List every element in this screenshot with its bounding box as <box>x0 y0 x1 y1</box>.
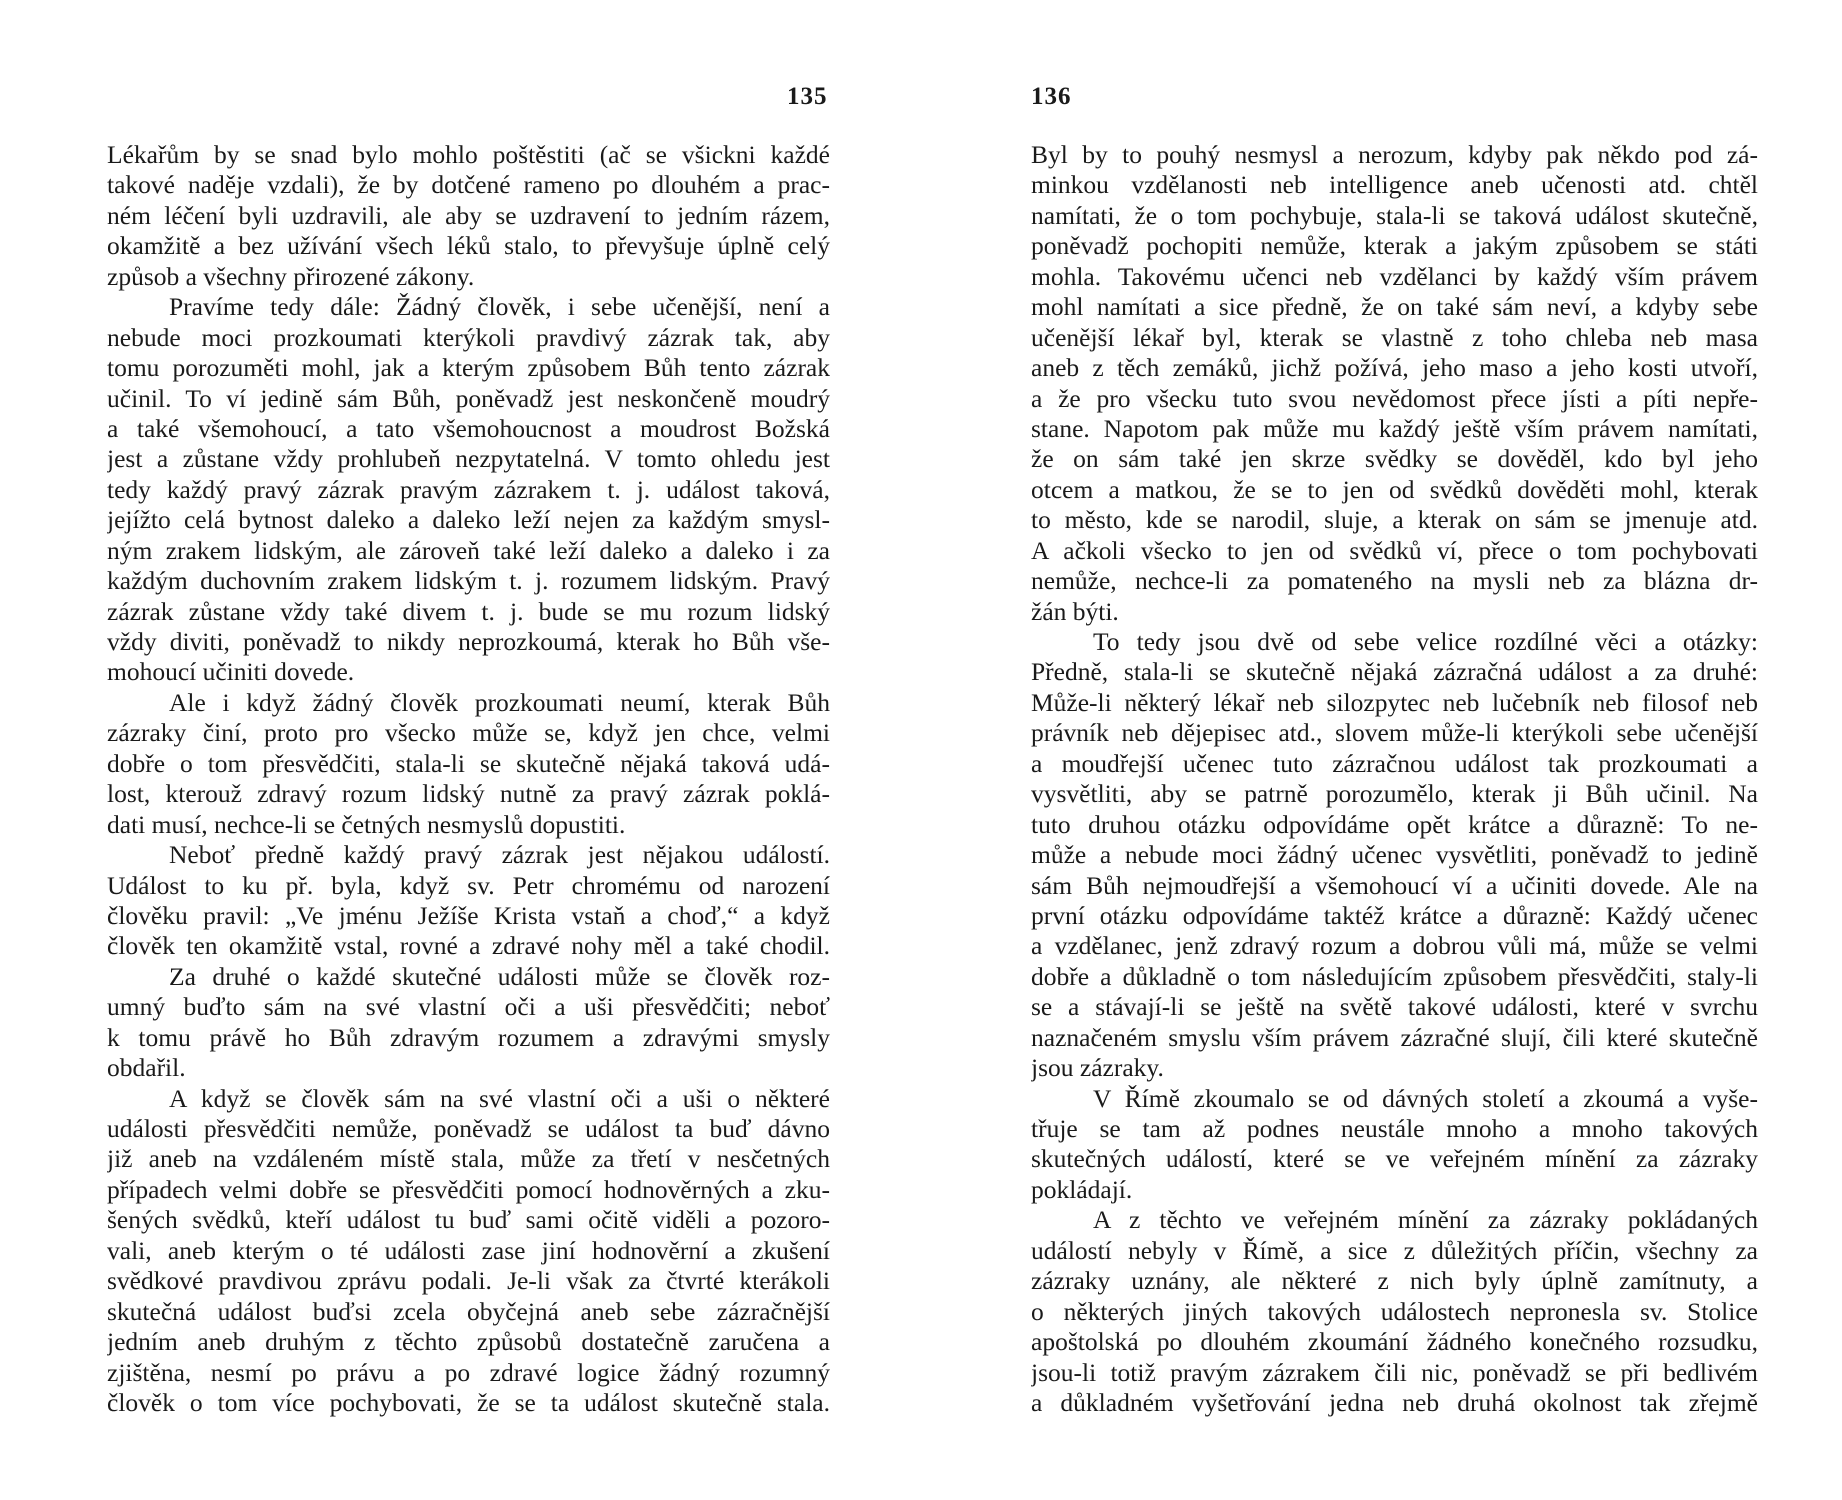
text-line: obdařil. <box>107 1053 186 1083</box>
text-line: již aneb na vzdáleném místě stala, může za třetí v nesčetných <box>107 1144 830 1174</box>
text-line: takové naděje vzdali), že by dotčené rameno po dlouhém a prac- <box>107 170 830 200</box>
text-line: žán býti. <box>1031 596 1119 626</box>
text-line: pokládají. <box>1031 1174 1133 1204</box>
text-line: poněvadž pochopiti nemůže, kterak a jakým způsobem se státi <box>1031 231 1758 261</box>
text-line: mohl namítati a sice předně, že on také sám neví, a kdyby sebe <box>1031 292 1758 322</box>
text-line: a důkladném vyšetřování jedna neb druhá okolnost tak zřejmě <box>1031 1387 1758 1417</box>
text-line: jedním aneb druhým z těchto způsobů dostatečně zaručena a <box>107 1327 830 1357</box>
text-line: namítati, že o tom pochybuje, stala-li se taková událost skutečně, <box>1031 200 1758 230</box>
page-number: 136 <box>1031 83 1072 110</box>
text-line: mohla. Takovému učenci neb vzdělanci by každý vším právem <box>1031 261 1758 291</box>
text-line: události přesvědčiti nemůže, poněvadž se událost ta buď dávno <box>107 1114 830 1143</box>
text-line: dobře a důkladně o tom následujícím způsobem přesvědčiti, staly-li <box>1031 961 1758 991</box>
right-page <box>921 0 1842 1500</box>
text-line: člověku pravil: „Ve jménu Ježíše Krista vstaň a choď,“ a když <box>107 900 830 930</box>
text-line: o některých jiných takových událostech nepronesla sv. Stolice <box>1031 1296 1758 1326</box>
text-line: tedy každý pravý zázrak pravým zázrakem t. j. událost taková, <box>107 474 830 504</box>
text-line: vždy diviti, poněvadž to nikdy neprozkoumá, kterak ho Bůh vše- <box>107 627 830 656</box>
text-line: naznačeném smyslu vším právem zázračné slují, čili které skutečně <box>1031 1022 1758 1052</box>
text-line: způsob a všechny přirozené zákony. <box>107 261 475 291</box>
text-line: A z těchto ve veřejném mínění za zázraky pokládaných <box>1093 1205 1758 1235</box>
text-line: sám Bůh nejmoudřejší a všemohoucí ví a učiniti dovede. Ale na <box>1031 870 1758 900</box>
text-line: Za druhé o každé skutečné události může se člověk roz- <box>169 961 830 991</box>
text-line: že on sám také jen skrze svědky se dověděl, kdo byl jeho <box>1031 444 1758 474</box>
text-line: první otázku odpovídáme taktéž krátce a důrazně: Každý učenec <box>1031 900 1758 930</box>
text-line: mohoucí učiniti dovede. <box>107 657 355 687</box>
text-line: dobře o tom přesvědčiti, stala-li se skutečně nějaká taková udá- <box>107 748 830 778</box>
text-line: a vzdělanec, jenž zdravý rozum a dobrou vůli má, může se velmi <box>1031 931 1758 961</box>
text-line: stane. Napotom pak může mu každý ještě vším právem namítati, <box>1031 413 1758 443</box>
text-line: právník neb dějepisec atd., slovem může-li kterýkoli sebe učenější <box>1031 718 1758 748</box>
text-line: tuto druhou otázku odpovídáme opět krátce a důrazně: To ne- <box>1031 809 1758 839</box>
text-line: ném léčení byli uzdravili, ale aby se uzdravení to jedním rázem, <box>107 200 830 230</box>
text-line: a že pro všecku tuto svou nevědomost přece jísti a píti nepře- <box>1031 383 1758 413</box>
text-line: a také všemohoucí, a tato všemohoucnost a moudrost Božská <box>107 413 830 443</box>
text-line: To tedy jsou dvě od sebe velice rozdílné věci a otázky: <box>1093 627 1758 656</box>
text-line: vysvětliti, aby se patrně porozumělo, kterak ji Bůh učinil. Na <box>1031 779 1758 809</box>
text-line: otcem a matkou, že se to jen od svědků dověděti mohl, kterak <box>1031 474 1758 504</box>
text-line: aneb z těch zemáků, jichž požívá, jeho maso a jeho kosti utvoří, <box>1031 353 1758 383</box>
text-line: šených svědků, kteří událost tu buď sami očitě viděli a pozoro- <box>107 1205 830 1235</box>
text-line: zázraky činí, proto pro všecko může se, když jen chce, velmi <box>107 718 830 748</box>
text-line: A ačkoli všecko to jen od svědků ví, přece o tom pochybovati <box>1031 535 1758 565</box>
text-line: se a stávají-li se ještě na světě takové události, které v svrchu <box>1031 992 1758 1022</box>
text-line: Ale i když žádný člověk prozkoumati neumí, kterak Bůh <box>169 687 830 717</box>
text-line: apoštolská po dlouhém zkoumání žádného konečného rozsudku, <box>1031 1327 1758 1357</box>
text-line: okamžitě a bez užívání všech léků stalo, to převyšuje úplně celý <box>107 231 830 261</box>
text-line: zázrak zůstane vždy také divem t. j. bude se mu rozum lidský <box>107 596 830 626</box>
text-line: lost, kterouž zdravý rozum lidský nutně za pravý zázrak poklá- <box>107 779 830 809</box>
text-line: dati musí, nechce-li se četných nesmyslů dopustiti. <box>107 809 626 839</box>
text-line: zjištěna, nesmí po právu a po zdravé logice žádný rozumný <box>107 1357 830 1387</box>
text-line: Může-li některý lékař neb silozpytec neb lučebník neb filosof neb <box>1031 687 1758 717</box>
text-line: Událost to ku př. byla, když sv. Petr chromému od narození <box>107 870 830 900</box>
text-line: skutečných událostí, které se ve veřejném mínění za zázraky <box>1031 1144 1758 1174</box>
text-line: Byl by to pouhý nesmysl a nerozum, kdyby pak někdo pod zá- <box>1031 140 1758 169</box>
page-text <box>1031 140 1758 1418</box>
text-line: k tomu právě ho Bůh zdravým rozumem a zdravými smysly <box>107 1022 830 1052</box>
text-line: svědkové pravdivou zprávu podali. Je-li však za čtvrté kterákoli <box>107 1266 830 1296</box>
text-line: A když se člověk sám na své vlastní oči a uši o některé <box>169 1083 830 1113</box>
text-line: V Římě zkoumalo se od dávných století a zkoumá a vyše- <box>1093 1083 1758 1113</box>
text-line: Lékařům by se snad bylo mohlo poštěstiti (ač se všickni každé <box>107 140 830 169</box>
text-line: jsou-li totiž pravým zázrakem čili nic, poněvadž se při bedlivém <box>1031 1357 1758 1387</box>
text-line: Pravíme tedy dále: Žádný člověk, i sebe učenější, není a <box>169 292 830 322</box>
text-line: skutečná událost buďsi zcela obyčejná aneb sebe zázračnější <box>107 1296 830 1326</box>
text-line: třuje se tam až podnes neustále mnoho a mnoho takových <box>1031 1114 1758 1143</box>
text-line: minkou vzdělanosti neb intelligence aneb učenosti atd. chtěl <box>1031 170 1758 200</box>
text-line: a moudřejší učenec tuto zázračnou událost tak prozkoumati a <box>1031 748 1758 778</box>
text-line: učinil. To ví jedině sám Bůh, poněvadž jest neskončeně moudrý <box>107 383 830 413</box>
text-line: může a nebude moci žádný učenec vysvětliti, poněvadž to jedině <box>1031 840 1758 870</box>
text-line: událostí nebyly v Římě, a sice z důležitých příčin, všechny za <box>1031 1235 1758 1265</box>
text-line: zázraky uznány, ale některé z nich byly úplně zamítnuty, a <box>1031 1266 1758 1296</box>
text-line: nemůže, nechce-li za pomateného na mysli neb za blázna dr- <box>1031 566 1758 596</box>
text-line: každým duchovním zrakem lidským t. j. rozumem lidským. Pravý <box>107 566 830 596</box>
text-line: tomu porozuměti mohl, jak a kterým způsobem Bůh tento zázrak <box>107 353 830 383</box>
text-line: učenější lékař byl, kterak se vlastně z toho chleba neb masa <box>1031 322 1758 352</box>
text-line: Neboť předně každý pravý zázrak jest nějakou událostí. <box>169 840 830 870</box>
text-line: jejížto celá bytnost daleko a daleko leží nejen za každým smysl- <box>107 505 830 535</box>
text-line: jsou zázraky. <box>1031 1053 1164 1083</box>
page-text <box>107 140 830 1418</box>
text-line: člověk ten okamžitě vstal, rovné a zdravé nohy měl a také chodil. <box>107 931 830 961</box>
text-line: ným zrakem lidským, ale zároveň také leží daleko a daleko i za <box>107 535 830 565</box>
text-line: vali, aneb kterým o té události zase jiní hodnověrní a zkušení <box>107 1235 830 1265</box>
text-line: Předně, stala-li se skutečně nějaká zázračná událost a za druhé: <box>1031 657 1758 687</box>
text-line: člověk o tom více pochybovati, že se ta událost skutečně stala. <box>107 1387 830 1417</box>
text-line: nebude moci prozkoumati kterýkoli pravdivý zázrak tak, aby <box>107 322 830 352</box>
text-line: umný buďto sám na své vlastní oči a uši přesvědčiti; neboť <box>107 992 830 1022</box>
text-line: to město, kde se narodil, sluje, a kterak on sám se jmenuje atd. <box>1031 505 1758 535</box>
text-line: případech velmi dobře se přesvědčiti pomocí hodnověrných a zku- <box>107 1174 830 1204</box>
text-line: jest a zůstane vždy prohlubeň nezpytatelná. V tomto ohledu jest <box>107 444 830 474</box>
page-number: 135 <box>787 83 828 110</box>
